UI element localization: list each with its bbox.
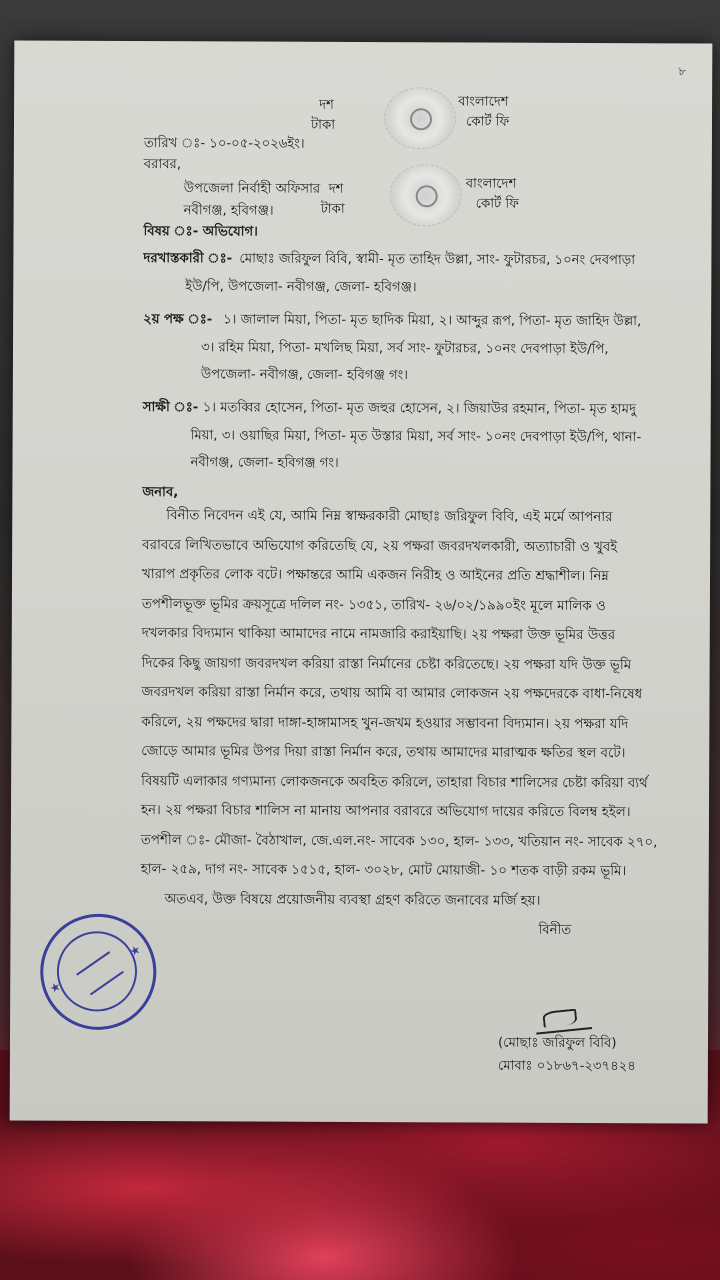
stamp1-value: দশ [319, 97, 334, 113]
witnesses-line1: ১। মতব্বির হোসেন, পিতা- মৃত জহুর হোসেন, ২। জিয়াউর রহমান, পিতা- মৃত হামদু [202, 400, 636, 418]
schedule-line: তপশীল ঃ- মৌজা- বৈঠাখাল, জে.এল.নং- সাবেক ১৩০, হাল- ১৩৩, খতিয়ান নং- সাবেক ২৭০, [140, 832, 658, 850]
stamp2-unit: টাকা [320, 201, 345, 217]
seal-inner-ring [44, 918, 150, 1024]
body-line: করিলে, ২য় পক্ষদের দ্বারা দাঙ্গা-হাঙ্গামাসহ খুন-জখম হওয়ার সম্ভাবনা বিদ্যমান। ২য় পক্ষরা যদি [141, 714, 629, 732]
date: তারিখ ঃ- ১০-০৫-২০২৬ইং। [143, 136, 305, 152]
subject: বিষয় ঃ- অভিযোগ। [143, 224, 258, 240]
applicant-label: দরখাস্তকারী ঃ- [143, 251, 233, 267]
body-line: তপশীলভূক্ত ভূমির ক্রয়সূত্রে দলিল নং- ১৩৫১, তারিখ- ২৬/০২/১৯৯০ইং মূলে মালিক ও [141, 596, 606, 614]
body-line: জবরদখল করিয়া রাস্তা নির্মান করে, তথায় আমি বা আমার লোকজন ২য় পক্ষদেরকে বাধা-নিষেধ [141, 685, 643, 703]
second-party-line2: ৩। রহিম মিয়া, পিতা- মখলিছ মিয়া, সর্ব সাং- ফুটারচর, ১০নং দেবপাড়া ইউ/পি, [200, 340, 609, 358]
star-icon: ★ [127, 941, 143, 960]
body-line: বিনীত নিবেদন এই যে, আমি নিম্ন স্বাক্ষরকারী মোছাঃ জরিফুল বিবি, এই মর্মে আপনার [166, 508, 613, 526]
body-line: খারাপ প্রকৃতির লোক বটে। পক্ষান্তরে আমি একজন নিরীহ ও আইনের প্রতি শ্রদ্ধাশীল। নিম্ন [141, 567, 609, 585]
second-party-line3: উপজেলা- নবীগঞ্জ, জেলা- হবিগঞ্জ গং। [200, 367, 409, 384]
office-seal [21, 895, 175, 1049]
witnesses-line2: মিয়া, ৩। ওয়াছির মিয়া, পিতা- মৃত উস্তার মিয়া, সর্ব সাং- ১০নং দেবপাড়া ইউ/পি, থানা- [190, 428, 642, 446]
stamp1-type: কোর্ট ফি [465, 114, 510, 130]
applicant-line1: মোছাঃ জরিফুল বিবি, স্বামী- মৃত তাহিদ উল্লা, সাং- ফুটারচর, ১০নং দেবপাড়া [239, 251, 636, 269]
second-party-label: ২য় পক্ষ ঃ- [143, 312, 213, 328]
schedule-line: হাল- ২৫৯, দাগ নং- সাবেক ১৫১৫, হাল- ৩০২৮, মোট মোয়াজী- ১০ শতক বাড়ী রকম ভূমি। [140, 862, 627, 880]
body-line: বিষয়টি এলাকার গণ্যমান্য লোকজনকে অবহিত করিলে, তাহারা বিচার শালিসের চেষ্টা করিয়া ব্যর্থ [141, 773, 648, 791]
witnesses-line3: নবীগঞ্জ, জেলা- হবিগঞ্জ গং। [190, 455, 339, 471]
closing-request-line: অতএব, উক্ত বিষয়ে প্রয়োজনীয় ব্যবস্থা গ্রহণ করিতে জনাবের মর্জি হয়। [164, 891, 541, 909]
star-icon: ★ [47, 978, 64, 996]
body-line: দিকের কিছু জায়গা জবরদখল করিয়া রাস্তা নির্মানের চেষ্টা করিতেছে। ২য় পক্ষরা যদি উক্ত ভূমি [141, 655, 632, 673]
body-line: জোড়ে আমার ভূমির উপর দিয়া রাস্তা নির্মান করে, তথায় আমাদের মারাত্মক ক্ষতির স্থল বটে। [141, 744, 626, 762]
to-line3: নবীগঞ্জ, হবিগঞ্জ। [183, 203, 274, 219]
body-line: বরাবরে লিখিতভাবে অভিযোগ করিতেছি যে, ২য় পক্ষরা জবরদখলকারী, অত্যাচারী ও খুবই [142, 537, 618, 555]
emblem-icon [416, 185, 438, 207]
closing: বিনীত [538, 922, 572, 938]
stamp2-country: বাংলাদেশ [465, 176, 517, 192]
body-line: হন। ২য় পক্ষরা বিচার শালিস না মানায় আপনার বরাবরে অভিযোগ দায়ের করিতে বিলম্ব হইল। [140, 803, 631, 821]
stamp1-country: বাংলাদেশ [458, 94, 509, 110]
document-page [10, 40, 713, 1123]
witnesses-label: সাক্ষী ঃ- [142, 400, 199, 416]
page-number: ৮ [678, 64, 687, 79]
stamp1-unit: টাকা [310, 117, 336, 133]
stamp2-type: কোর্ট ফি [475, 196, 519, 212]
phone-number: মোবাঃ ০১৮৬৭-২৩৭৪২৪ [497, 1058, 636, 1075]
body-line: দখলকার বিদ্যমান থাকিয়া আমাদের নামে নামজারি করাইয়াছি। ২য় পক্ষরা উক্ত ভূমির উত্তর [141, 626, 616, 644]
applicant-line2: ইউ/পি, উপজেলা- নবীগঞ্জ, জেলা- হবিগঞ্জ। [185, 279, 417, 296]
court-fee-stamp-1 [384, 87, 456, 149]
body-paragraph [141, 501, 688, 916]
seal-signature [76, 951, 124, 995]
salutation: জনাব, [142, 485, 179, 501]
second-party-line1: ১। জালাল মিয়া, পিতা- মৃত ছাদিক মিয়া, ২। আব্দুর রূপ, পিতা- মৃত জাহিদ উল্লা, [223, 312, 642, 330]
court-fee-stamp-2 [390, 164, 462, 226]
handwritten-signature [534, 1005, 592, 1034]
emblem-icon [410, 108, 432, 130]
to-line1: বরাবর, [143, 157, 182, 173]
signer-name: (মোছাঃ জরিফুল বিবি) [497, 1035, 617, 1052]
to-line2: উপজেলা নির্বাহী অফিসার [183, 181, 321, 197]
stamp2-value: দশ [328, 181, 344, 197]
